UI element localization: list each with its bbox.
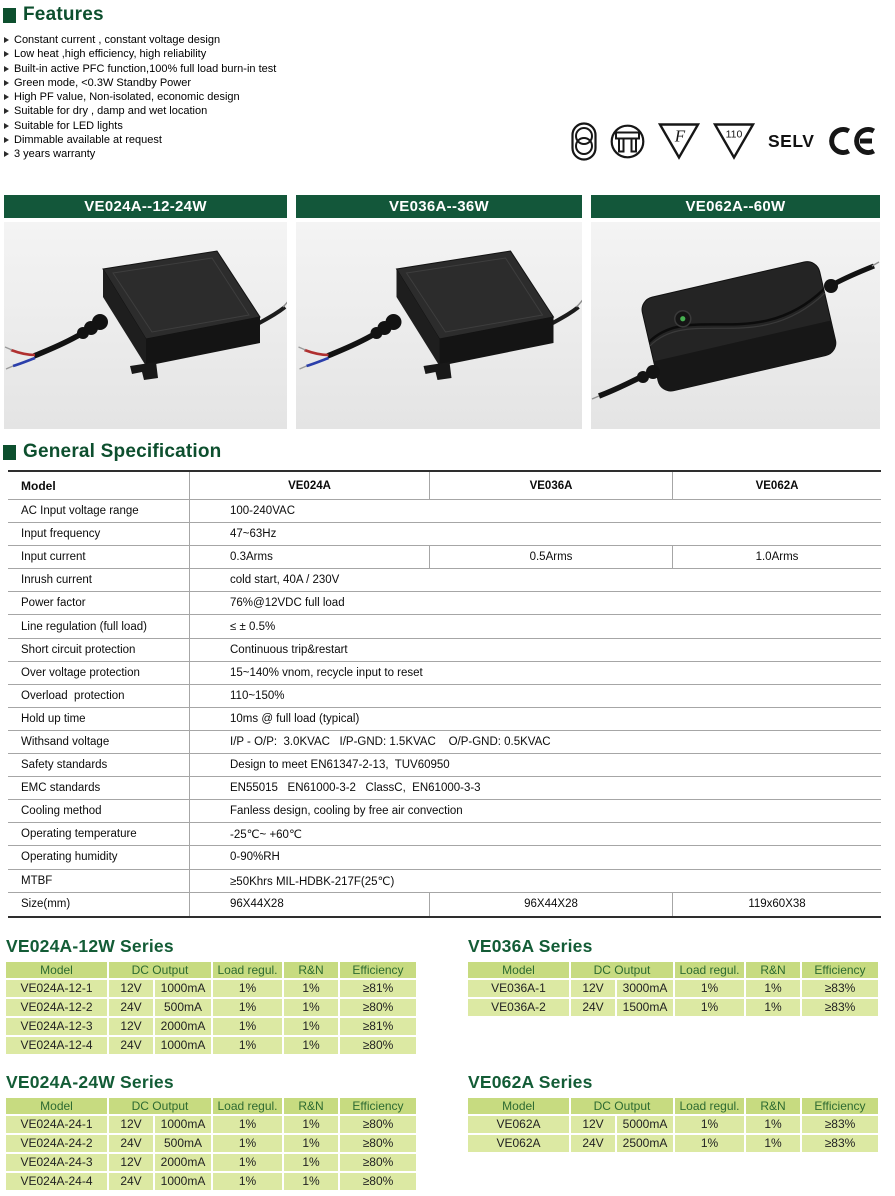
- series-cell: 1%: [213, 1116, 282, 1133]
- series-cell: 1000mA: [155, 1116, 211, 1133]
- series-cell: VE024A-12-1: [6, 980, 107, 997]
- spec-value: ≥50Khrs MIL-HDBK-217F(25℃): [230, 875, 395, 888]
- series-cell: 1%: [284, 999, 338, 1016]
- feature-item: [3, 62, 563, 76]
- series-header-cell: Model: [468, 962, 569, 978]
- spec-label: MTBF: [8, 870, 190, 892]
- series-cell: ≥81%: [340, 1018, 416, 1035]
- series-cell: 1%: [675, 1116, 744, 1133]
- series-cell: 12V: [109, 1116, 153, 1133]
- series-cell: VE062A: [468, 1116, 569, 1133]
- series-cell: 5000mA: [617, 1116, 673, 1133]
- series-cell: 24V: [109, 1135, 153, 1152]
- flammable-surface-f-icon: [658, 122, 700, 160]
- spec-value: 15~140% vnom, recycle input to reset: [230, 666, 423, 679]
- series-cell: ≥80%: [340, 1173, 416, 1190]
- spec-label: Size(mm): [8, 893, 190, 916]
- series-cell: 1%: [284, 980, 338, 997]
- series-grid: [6, 962, 413, 1054]
- series-cell: ≥80%: [340, 1037, 416, 1054]
- series-header-cell: Model: [6, 1098, 107, 1114]
- spec-label: Cooling method: [8, 800, 190, 822]
- series-header-cell: R&N: [746, 1098, 800, 1114]
- series-header-cell: Load regul.: [213, 1098, 282, 1114]
- series-cell: 12V: [109, 1018, 153, 1035]
- series-cell: 1%: [213, 999, 282, 1016]
- selv-label: SELV: [768, 130, 815, 151]
- spec-value: 119x60X38: [748, 898, 806, 911]
- spec-value: Continuous trip&restart: [230, 643, 348, 656]
- feature-text: Built-in active PFC function,100% full load burn-in test: [14, 62, 277, 75]
- independent-ballast-icon: [610, 124, 645, 159]
- feature-text: Green mode, <0.3W Standby Power: [14, 76, 192, 89]
- spec-label: Operating humidity: [8, 846, 190, 868]
- series-cell: 12V: [109, 980, 153, 997]
- series-cell: VE024A-24-1: [6, 1116, 107, 1133]
- feature-text: Constant current , constant voltage design: [14, 34, 221, 46]
- series-cell: ≥80%: [340, 999, 416, 1016]
- series-cell: 1%: [746, 999, 800, 1016]
- spec-row: [8, 846, 881, 869]
- product-model-bar: VE062A--60W: [591, 195, 880, 218]
- spec-row: [8, 823, 881, 846]
- spec-row: [8, 662, 881, 685]
- general-spec-heading: [3, 441, 222, 463]
- series-cell: 1%: [746, 1135, 800, 1152]
- bullet-icon: [4, 51, 9, 57]
- inline-power-supply-image: [296, 222, 582, 429]
- spec-label: Line regulation (full load): [8, 615, 190, 637]
- spec-header-col: VE036A: [430, 472, 673, 499]
- series-cell: 3000mA: [617, 980, 673, 997]
- series-header-cell: Model: [468, 1098, 569, 1114]
- general-spec-title: General Specification: [23, 441, 222, 462]
- series-header-cell: Efficiency: [340, 962, 416, 978]
- series-header-cell: R&N: [284, 1098, 338, 1114]
- series-cell: 500mA: [155, 1135, 211, 1152]
- series-header-cell: Load regul.: [213, 962, 282, 978]
- spec-value: cold start, 40A / 230V: [230, 574, 340, 587]
- series-cell: ≥80%: [340, 1135, 416, 1152]
- series-cell: 1000mA: [155, 1037, 211, 1054]
- spec-label: Overload protection: [8, 685, 190, 707]
- series-cell: 24V: [571, 1135, 615, 1152]
- feature-item: [3, 90, 563, 104]
- series-cell: ≥81%: [340, 980, 416, 997]
- series-cell: VE024A-24-2: [6, 1135, 107, 1152]
- series-cell: 1500mA: [617, 999, 673, 1016]
- heading-square-icon: [3, 8, 16, 23]
- spec-label: Operating temperature: [8, 823, 190, 845]
- series-cell: 1%: [213, 1173, 282, 1190]
- spec-value: 110~150%: [230, 689, 285, 702]
- feature-text: Suitable for dry , damp and wet location: [14, 105, 208, 118]
- feature-item: [3, 33, 563, 47]
- spec-label: Safety standards: [8, 754, 190, 776]
- spec-label: Withsand voltage: [8, 731, 190, 753]
- feature-text: Suitable for LED lights: [14, 119, 123, 132]
- spec-row: [8, 523, 881, 546]
- spec-label: Input frequency: [8, 523, 190, 545]
- series-cell: 24V: [109, 999, 153, 1016]
- feature-item: [3, 76, 563, 90]
- bullet-icon: [4, 108, 9, 114]
- series-title: VE024A-24W Series: [6, 1072, 174, 1092]
- triangle-110-label: 110: [725, 128, 743, 141]
- series-cell: 1%: [213, 1135, 282, 1152]
- spec-header-col: VE024A: [190, 472, 430, 499]
- product-model-bar: VE024A--12-24W: [4, 195, 287, 218]
- spec-row: [8, 893, 881, 916]
- product-photo: [4, 222, 287, 429]
- series-cell: 1%: [213, 1037, 282, 1054]
- products-row: [4, 195, 880, 429]
- series-grid: [468, 1098, 875, 1152]
- spec-row: [8, 731, 881, 754]
- spec-row: [8, 777, 881, 800]
- spec-label: Short circuit protection: [8, 639, 190, 661]
- series-header-cell: Load regul.: [675, 1098, 744, 1114]
- spec-value: 10ms @ full load (typical): [230, 712, 360, 725]
- feature-text: Dimmable available at request: [14, 134, 162, 147]
- bullet-icon: [4, 123, 9, 129]
- ce-mark-icon: [827, 126, 877, 156]
- spec-row: [8, 546, 881, 569]
- spec-label: Inrush current: [8, 569, 190, 591]
- product-section: [591, 195, 880, 429]
- series-cell: 500mA: [155, 999, 211, 1016]
- spec-label: AC Input voltage range: [8, 500, 190, 522]
- product-section: [296, 195, 582, 429]
- product-section: [4, 195, 287, 429]
- feature-item: [3, 133, 563, 147]
- spec-label: Input current: [8, 546, 190, 568]
- spec-header-col: VE062A: [755, 479, 799, 492]
- series-title: VE024A-12W Series: [6, 936, 174, 956]
- series-header-cell: Efficiency: [802, 1098, 878, 1114]
- class2-transformer-icon: [571, 122, 597, 161]
- series-cell: 12V: [571, 1116, 615, 1133]
- spec-value: Fanless design, cooling by free air convection: [230, 805, 463, 818]
- spec-row: [8, 592, 881, 615]
- spec-value: 47~63Hz: [230, 528, 277, 541]
- spec-value: 1.0Arms: [755, 551, 799, 564]
- spec-value: 0-90%RH: [230, 851, 280, 864]
- certification-icons-row: [571, 110, 877, 172]
- series-cell: 1%: [284, 1154, 338, 1171]
- series-table-ve024a-12w: [6, 936, 413, 1054]
- series-table-ve024a-24w: [6, 1072, 413, 1190]
- series-cell: VE024A-12-3: [6, 1018, 107, 1035]
- spec-value: I/P - O/P: 3.0KVAC I/P-GND: 1.5KVAC O/P-GND: 0.5KVAC: [230, 735, 551, 748]
- series-cell: 1%: [675, 980, 744, 997]
- series-cell: 24V: [109, 1037, 153, 1054]
- series-cell: ≥83%: [802, 999, 878, 1016]
- spec-value: 0.3Arms: [190, 546, 430, 568]
- feature-text: 3 years warranty: [14, 148, 96, 161]
- spec-value: 0.5Arms: [430, 546, 673, 568]
- spec-row: [8, 685, 881, 708]
- series-header-cell: DC Output: [571, 962, 673, 978]
- series-title: VE036A Series: [468, 936, 593, 956]
- spec-value: 96X44X28: [190, 893, 430, 916]
- spec-label: Power factor: [8, 592, 190, 614]
- series-cell: 24V: [571, 999, 615, 1016]
- series-header-cell: Model: [6, 962, 107, 978]
- spec-row: [8, 870, 881, 893]
- series-header-cell: Efficiency: [802, 962, 878, 978]
- series-cell: 1%: [213, 1018, 282, 1035]
- series-cell: 1%: [213, 1154, 282, 1171]
- series-header-cell: Load regul.: [675, 962, 744, 978]
- series-cell: ≥83%: [802, 1116, 878, 1133]
- series-cell: 1%: [284, 1173, 338, 1190]
- series-cell: VE036A-1: [468, 980, 569, 997]
- spec-label: Hold up time: [8, 708, 190, 730]
- series-cell: ≥80%: [340, 1116, 416, 1133]
- series-cell: ≥83%: [802, 1135, 878, 1152]
- bullet-icon: [4, 66, 9, 72]
- series-cell: 2000mA: [155, 1018, 211, 1035]
- series-cell: 12V: [109, 1154, 153, 1171]
- bullet-icon: [4, 151, 9, 157]
- feature-item: [3, 47, 563, 61]
- spec-row: [8, 708, 881, 731]
- series-grid: [468, 962, 875, 1016]
- features-title: Features: [23, 4, 104, 25]
- series-header-cell: DC Output: [109, 962, 211, 978]
- series-cell: VE024A-12-2: [6, 999, 107, 1016]
- spec-value: -25℃~ +60℃: [230, 829, 302, 842]
- triangle-f-label: F: [674, 126, 686, 146]
- product-model-bar: VE036A--36W: [296, 195, 582, 218]
- series-table-ve062a: [468, 1072, 875, 1152]
- features-section: [3, 4, 563, 162]
- spec-value: 96X44X28: [430, 893, 673, 916]
- series-cell: 1%: [675, 999, 744, 1016]
- spec-header-model: Model: [8, 472, 190, 499]
- feature-text: Low heat ,high efficiency, high reliability: [14, 48, 207, 61]
- spec-value: 100-240VAC: [230, 505, 295, 518]
- feature-item: [3, 104, 563, 118]
- series-header-cell: DC Output: [571, 1098, 673, 1114]
- product-photo: [296, 222, 582, 429]
- heading-square-icon: [3, 445, 16, 460]
- series-table-ve036a: [468, 936, 875, 1016]
- series-cell: 1%: [284, 1116, 338, 1133]
- series-cell: 2500mA: [617, 1135, 673, 1152]
- series-cell: 24V: [109, 1173, 153, 1190]
- feature-item: [3, 119, 563, 133]
- series-cell: ≥80%: [340, 1154, 416, 1171]
- series-cell: 1%: [284, 1037, 338, 1054]
- series-cell: VE024A-24-3: [6, 1154, 107, 1171]
- product-photo: [591, 222, 880, 429]
- temperature-110-icon: [713, 122, 755, 160]
- spec-row: [8, 569, 881, 592]
- spec-label: EMC standards: [8, 777, 190, 799]
- series-cell: 1000mA: [155, 980, 211, 997]
- spec-row: [8, 800, 881, 823]
- series-cell: 1%: [213, 980, 282, 997]
- spec-row: [8, 615, 881, 638]
- series-cell: VE036A-2: [468, 999, 569, 1016]
- bullet-icon: [4, 137, 9, 143]
- series-cell: 1000mA: [155, 1173, 211, 1190]
- spec-value: ≤ ± 0.5%: [230, 620, 276, 633]
- series-header-cell: DC Output: [109, 1098, 211, 1114]
- spec-row: [8, 500, 881, 523]
- bullet-icon: [4, 80, 9, 86]
- series-header-cell: R&N: [284, 962, 338, 978]
- bullet-icon: [4, 37, 9, 43]
- spec-value: 76%@12VDC full load: [230, 597, 345, 610]
- features-list: [3, 33, 563, 162]
- series-grid: [6, 1098, 413, 1190]
- spec-value: Design to meet EN61347-2-13, TUV60950: [230, 759, 450, 772]
- desktop-power-supply-image: [591, 222, 880, 429]
- spec-row: [8, 639, 881, 662]
- series-cell: 1%: [675, 1135, 744, 1152]
- series-header-cell: R&N: [746, 962, 800, 978]
- series-cell: 2000mA: [155, 1154, 211, 1171]
- feature-item: [3, 147, 563, 161]
- series-cell: VE062A: [468, 1135, 569, 1152]
- general-spec-table: [8, 470, 881, 918]
- series-header-cell: Efficiency: [340, 1098, 416, 1114]
- spec-row: [8, 754, 881, 777]
- spec-label: Over voltage protection: [8, 662, 190, 684]
- series-cell: ≥83%: [802, 980, 878, 997]
- features-heading: [3, 4, 563, 26]
- inline-power-supply-image: [4, 222, 287, 429]
- spec-value: EN55015 EN61000-3-2 ClassC, EN61000-3-3: [230, 782, 481, 795]
- series-cell: 1%: [284, 1018, 338, 1035]
- feature-text: High PF value, Non-isolated, economic design: [14, 91, 240, 104]
- series-cell: VE024A-24-4: [6, 1173, 107, 1190]
- series-cell: VE024A-12-4: [6, 1037, 107, 1054]
- series-cell: 1%: [746, 980, 800, 997]
- spec-header-row: [8, 472, 881, 500]
- bullet-icon: [4, 94, 9, 100]
- series-title: VE062A Series: [468, 1072, 593, 1092]
- series-cell: 1%: [746, 1116, 800, 1133]
- series-cell: 12V: [571, 980, 615, 997]
- series-cell: 1%: [284, 1135, 338, 1152]
